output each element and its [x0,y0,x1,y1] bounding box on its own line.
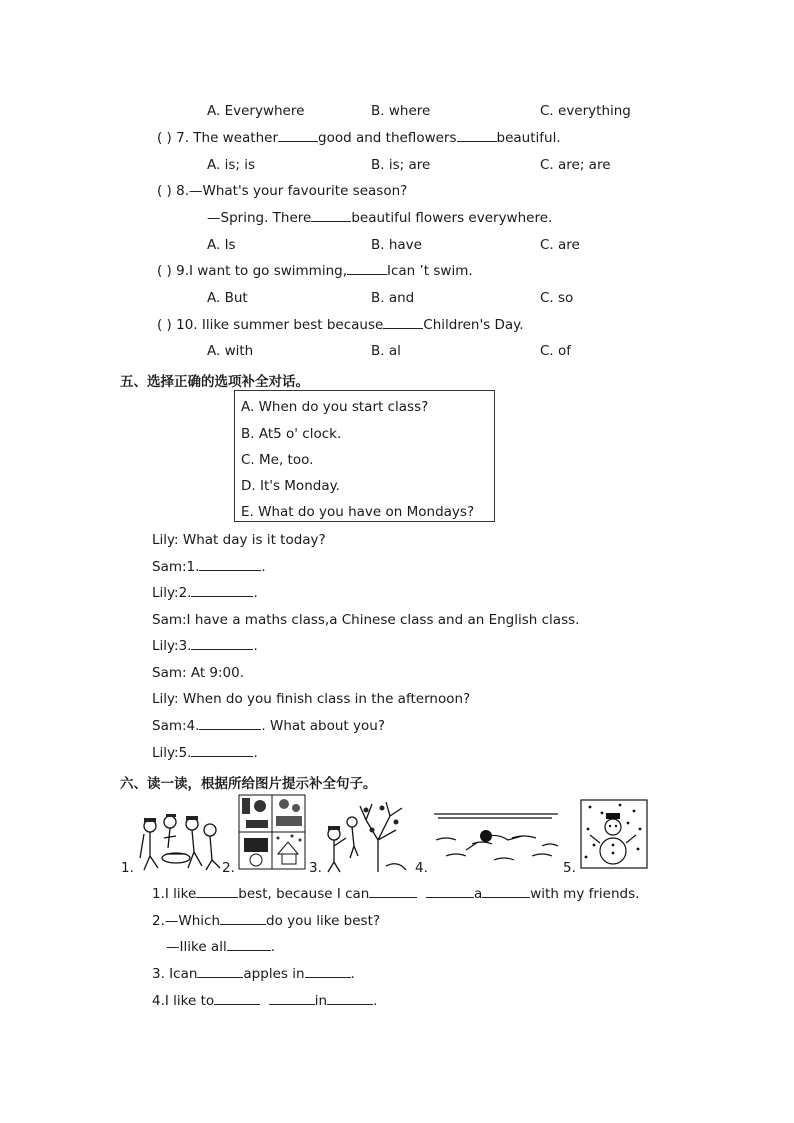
option-d: D. It's Monday. [241,478,340,494]
option-a: A. When do you start class? [241,399,429,415]
q7-option-b: B. is; are [371,157,431,173]
dialogue-line-4: Sam:I have a maths class,a Chinese class and an English class. [152,612,580,628]
q7-option-c: C. are; are [540,157,611,173]
picnic-picture [136,812,222,872]
section6-title: 六、读一读，根据所给图片提示补全句子。 [120,776,377,792]
answer-blank[interactable] [191,595,253,597]
q8-stem: ( ) 8.—What's your favourite season? [157,183,408,199]
q7-stem: ( ) 7. The weather good and theflowers beautiful. [157,130,561,146]
dialogue-line-7: Lily: When do you finish class in the afternoon? [152,691,471,707]
q10-option-a: A. with [207,343,254,359]
dialogue-line-9: Lily:5. . [152,745,258,761]
answer-blank[interactable] [227,949,271,951]
options-box [234,390,495,522]
seasons-picture [238,794,306,870]
answer-blank[interactable] [199,728,261,730]
q6-option-c: C. everything [540,103,631,119]
answer-blank[interactable] [220,923,266,925]
sentence-3: 3. Ican apples in . [152,966,355,982]
pic-label-2: 2. [222,860,235,876]
blank[interactable] [347,273,387,275]
pic-label-5: 5. [563,860,576,876]
answer-blank[interactable] [369,896,417,898]
q10-option-b: B. al [371,343,401,359]
option-e: E. What do you have on Mondays? [241,504,475,520]
sentence-2: 2.—Which do you like best? [152,913,381,929]
option-c: C. Me, too. [241,452,314,468]
dialogue-line-3: Lily:2. . [152,585,258,601]
dialogue-line-5: Lily:3. . [152,638,258,654]
pic-label-3: 3. [309,860,322,876]
q8-option-c: C. are [540,237,580,253]
pic-label-4: 4. [415,860,428,876]
answer-blank[interactable] [327,1003,373,1005]
answer-blank[interactable] [199,569,261,571]
answer-blank[interactable] [269,1003,315,1005]
dialogue-line-8: Sam:4. . What about you? [152,718,385,734]
q9-option-c: C. so [540,290,574,306]
swimming-picture [432,810,560,872]
apple-picking-picture [322,800,408,874]
answer-blank[interactable] [482,896,530,898]
option-b: B. At5 o' clock. [241,426,342,442]
q10-option-c: C. of [540,343,572,359]
blank[interactable] [278,140,318,142]
blank[interactable] [383,327,423,329]
snowman-picture [580,799,648,869]
answer-blank[interactable] [214,1003,260,1005]
q10-stem: ( ) 10. Ilike summer best because Children's Day. [157,317,524,333]
answer-blank[interactable] [191,648,253,650]
q6-option-a: A. Everywhere [207,103,305,119]
section5-title: 五、选择正确的选项补全对话。 [120,374,309,390]
answer-blank[interactable] [191,755,253,757]
dialogue-line-1: Lily: What day is it today? [152,532,326,548]
q7-option-a: A. is; is [207,157,255,173]
answer-blank[interactable] [196,896,238,898]
sentence-2b: —Ilike all . [166,939,275,955]
q9-stem: ( ) 9.I want to go swimming, Ican ’t swim. [157,263,473,279]
sentence-1: 1.I like best, because I can a with my friends. [152,886,640,902]
q9-option-a: A. But [207,290,248,306]
q8-option-a: A. Is [207,237,236,253]
q6-option-b: B. where [371,103,431,119]
dialogue-line-6: Sam: At 9:00. [152,665,245,681]
blank[interactable] [457,140,497,142]
answer-blank[interactable] [426,896,474,898]
pic-label-1: 1. [121,860,134,876]
q9-option-b: B. and [371,290,415,306]
q8-line2: —Spring. There beautiful flowers everywhere. [207,210,553,226]
sentence-4: 4.I like to in . [152,993,378,1009]
q8-option-b: B. have [371,237,422,253]
answer-blank[interactable] [197,976,243,978]
dialogue-line-2: Sam:1. . [152,559,266,575]
answer-blank[interactable] [305,976,351,978]
blank[interactable] [311,220,351,222]
